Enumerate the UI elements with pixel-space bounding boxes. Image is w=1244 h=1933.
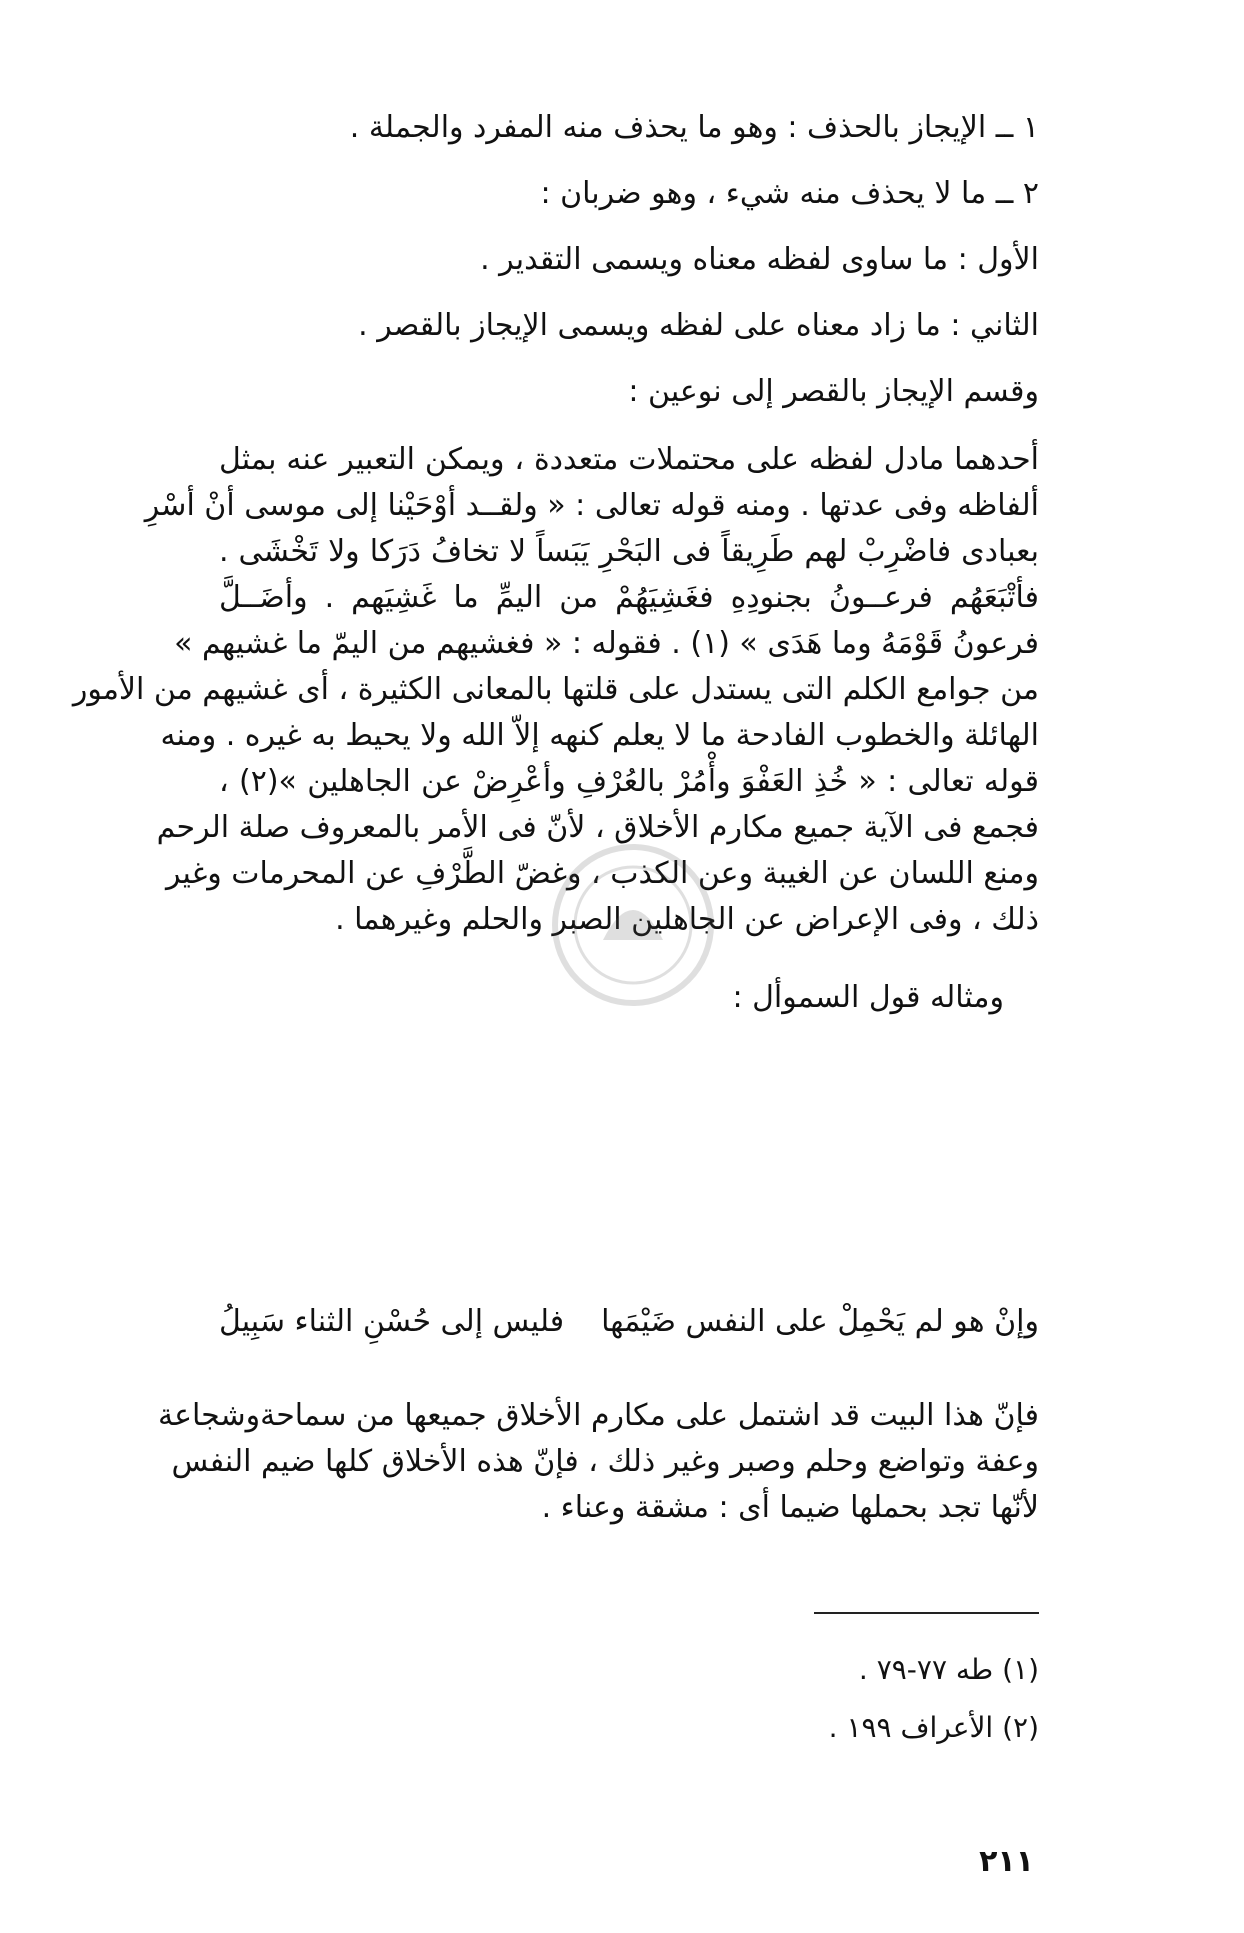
paragraph-1-line-7: الهائلة والخطوب الفادحة ما لا يعلم كنهه إلاّ الله ولا يحيط به غيره . ومنه — [160, 718, 1039, 753]
heading-line-4: الثاني : ما زاد معناه على لفظه ويسمى الإيجاز بالقصر . — [358, 308, 1039, 343]
paragraph-1-line-1: أحدهما مادل لفظه على محتملات متعددة ، ويمكن التعبير عنه بمثل — [219, 442, 1039, 477]
verse-first-hemistich: وإنْ هو لم يَحْمِلْ على النفس ضَيْمَها — [601, 1304, 1039, 1339]
paragraph-1-line-11: ذلك ، وفى الإعراض عن الجاهلين الصبر والحلم وغيرهما . — [335, 902, 1039, 937]
paragraph-2-line-1: فإنّ هذا البيت قد اشتمل على مكارم الأخلاق جميعها من سماحةوشجاعة — [158, 1398, 1039, 1433]
footnote-divider — [814, 1612, 1039, 1614]
poetry-verse — [219, 1300, 1039, 1344]
paragraph-2-line-3: لأنّها تجد بحملها ضيما أى : مشقة وعناء . — [541, 1490, 1039, 1525]
paragraph-1-line-4: فأتْبَعَهُم فرعــونُ بجنودِهِ فغَشِيَهُمْ من اليمِّ ما غَشِيَهم . وأضَــلَّ — [219, 580, 1039, 615]
paragraph-2-line-2: وعفة وتواضع وحلم وصبر وغير ذلك ، فإنّ هذه الأخلاق كلها ضيم النفس — [171, 1444, 1039, 1479]
paragraph-1-line-2: ألفاظه وفى عدتها . ومنه قوله تعالى : « ولقــد أوْحَيْنا إلى موسى أنْ أسْرِ — [144, 488, 1039, 523]
verse-second-hemistich: فليس إلى حُسْنِ الثناء سَبِيلُ — [219, 1304, 565, 1339]
heading-line-5: وقسم الإيجاز بالقصر إلى نوعين : — [628, 374, 1039, 409]
paragraph-1-line-5: فرعونُ قَوْمَهُ وما هَدَى » (١) . فقوله : « فغشيهم من اليمّ ما غشيهم » — [174, 626, 1039, 661]
library-stamp-watermark — [548, 840, 718, 1010]
heading-line-1: ١ ــ الإيجاز بالحذف : وهو ما يحذف منه المفرد والجملة . — [349, 110, 1039, 145]
paragraph-1-line-6: من جوامع الكلم التى يستدل على قلتها بالمعانى الكثيرة ، أى غشيهم من الأمور — [72, 672, 1039, 707]
paragraph-1-line-10: ومنع اللسان عن الغيبة وعن الكذب ، وغضّ الطَّرْفِ عن المحرمات وغير — [165, 856, 1039, 891]
example-intro: ومثاله قول السموأل : — [732, 980, 1004, 1015]
footnote-1: (١) طه ٧٧-٧٩ . — [858, 1653, 1039, 1686]
page-number: ٢١١ — [979, 1844, 1034, 1879]
heading-line-3: الأول : ما ساوى لفظه معناه ويسمى التقدير . — [480, 242, 1039, 277]
paragraph-1-line-9: فجمع فى الآية جميع مكارم الأخلاق ، لأنّ فى الأمر بالمعروف صلة الرحم — [156, 810, 1039, 845]
paragraph-1-line-3: بعبادى فاضْرِبْ لهم طَرِيقاً فى البَحْرِ يَبَساً لا تخافُ دَرَكا ولا تَخْشَى . — [219, 534, 1039, 569]
footnote-2: (٢) الأعراف ١٩٩ . — [828, 1711, 1039, 1744]
heading-line-2: ٢ ــ ما لا يحذف منه شيء ، وهو ضربان : — [540, 176, 1039, 211]
paragraph-1-line-8: قوله تعالى : « خُذِ العَفْوَ وأْمُرْ بالعُرْفِ وأعْرِضْ عن الجاهلين »(٢) ، — [219, 764, 1039, 799]
